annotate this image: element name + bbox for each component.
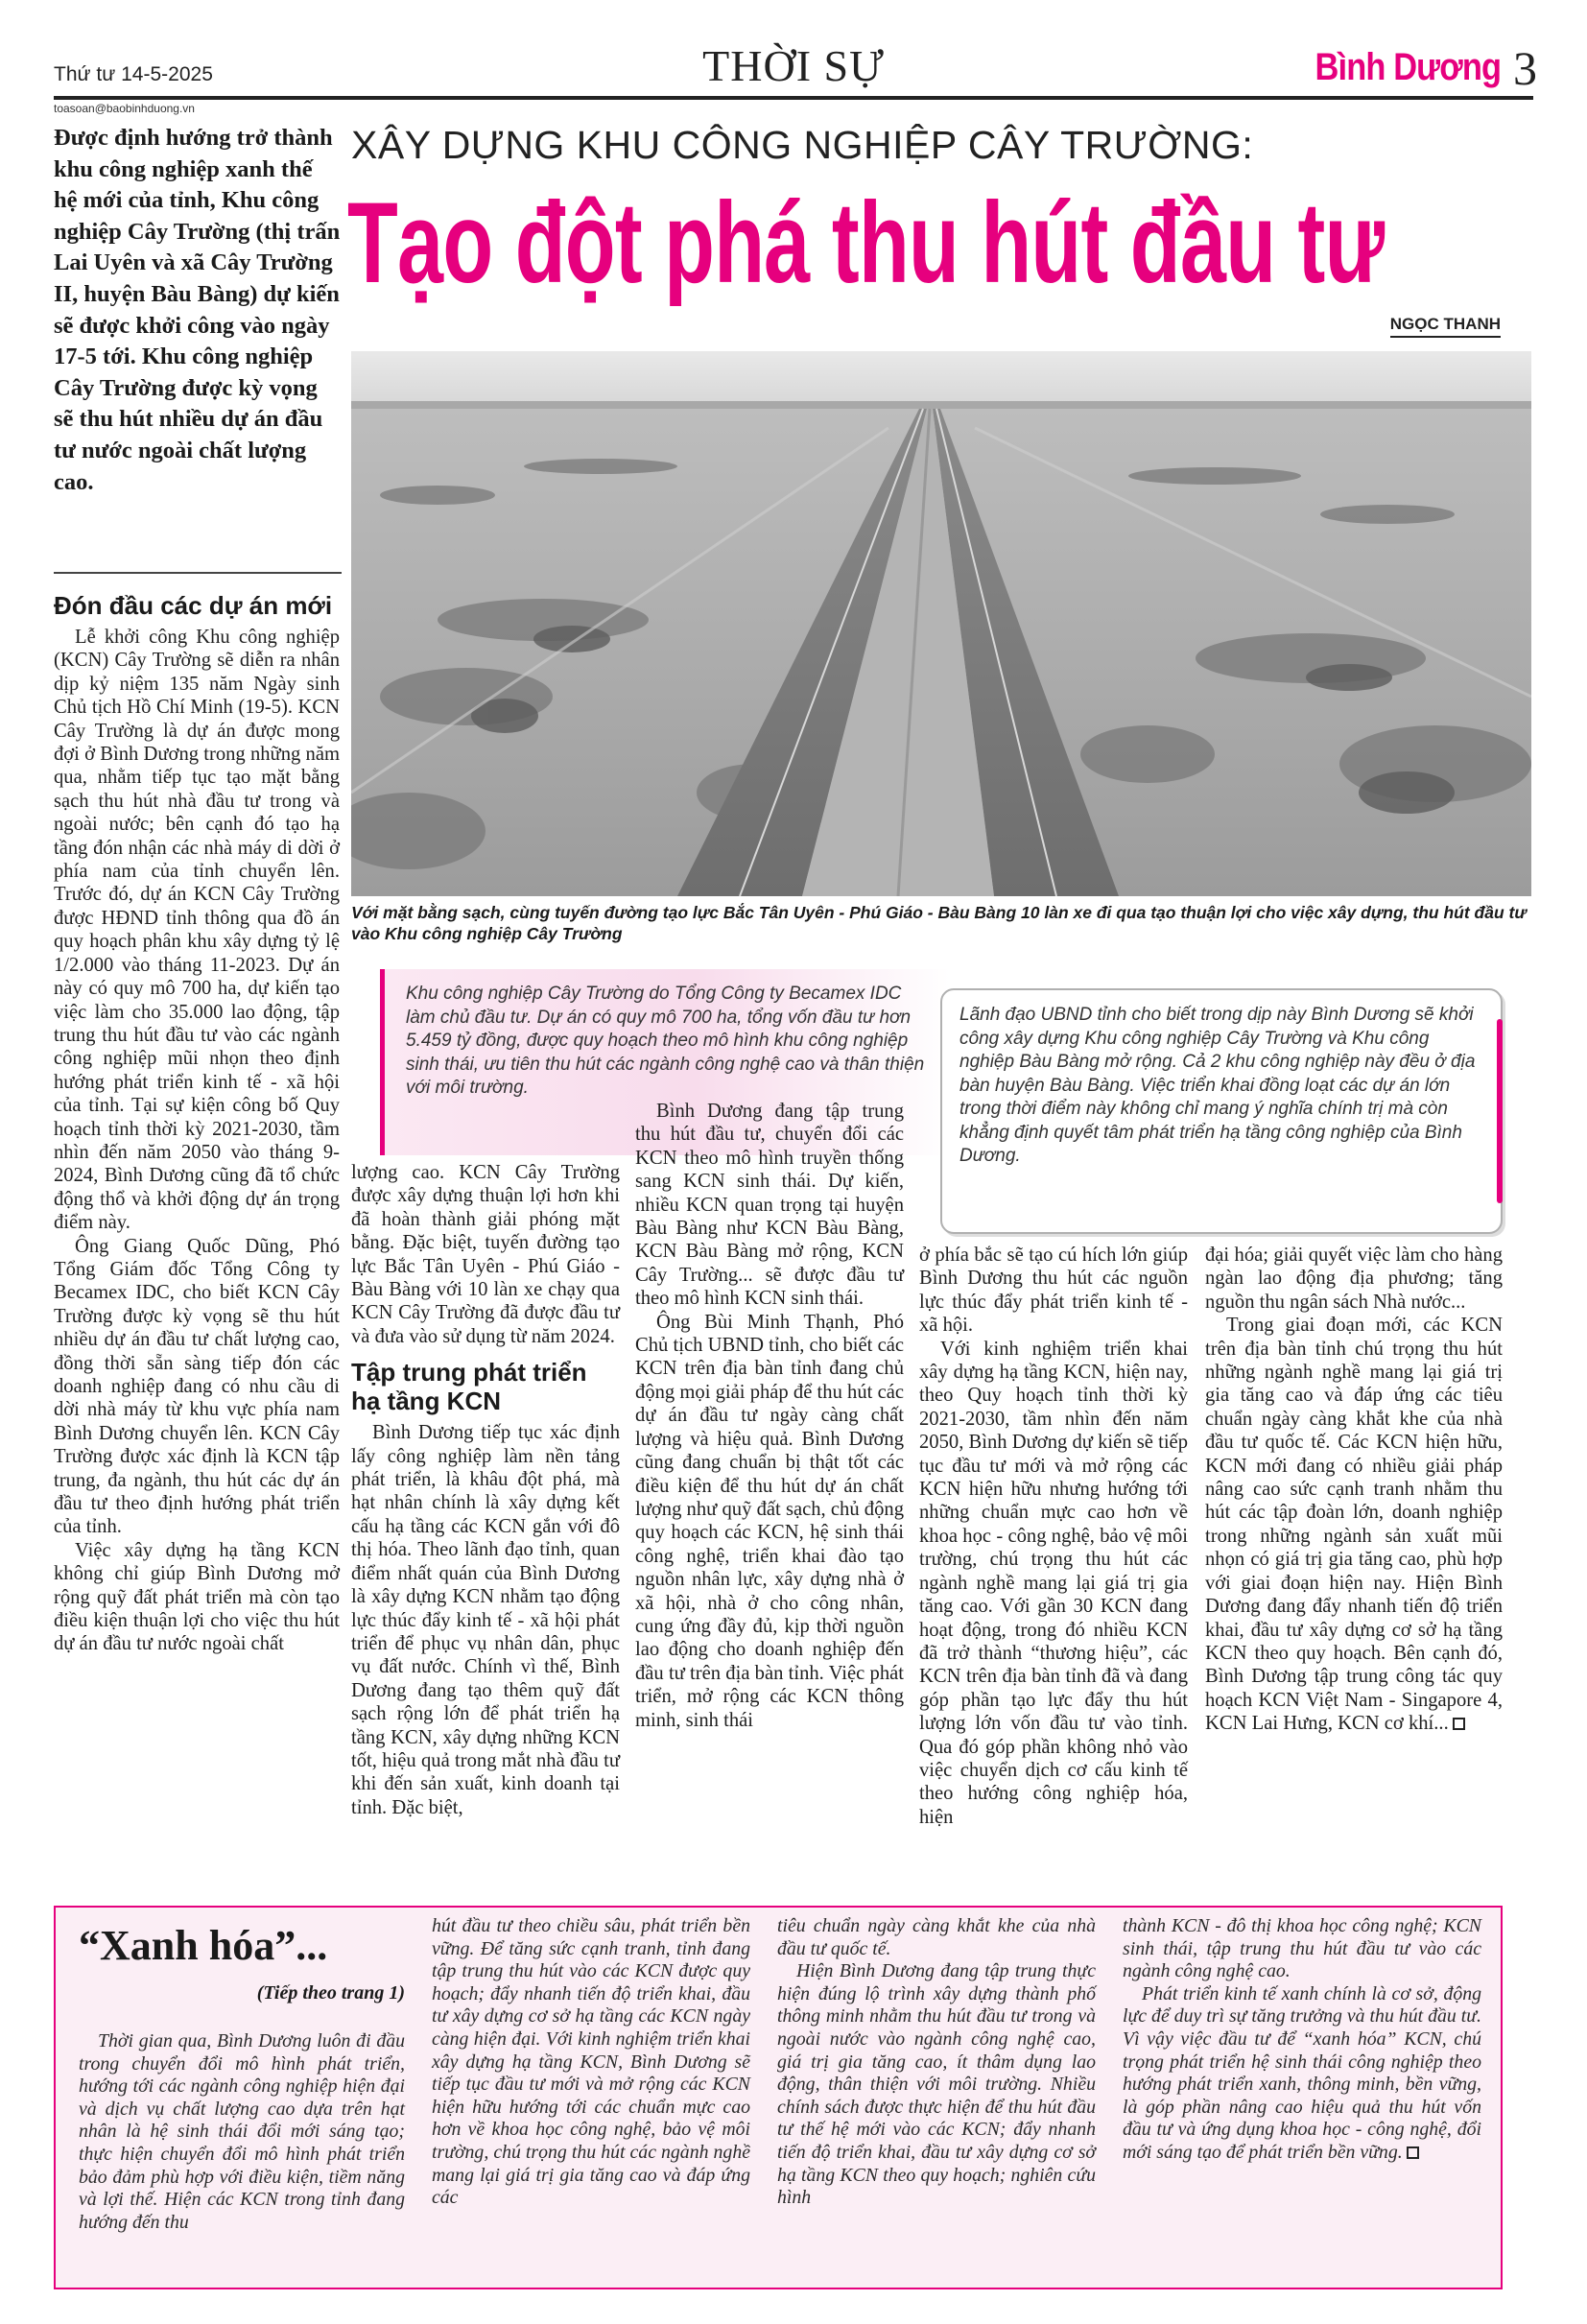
- page-number: 3: [1513, 41, 1537, 95]
- continued-article-box: [54, 1906, 1503, 2289]
- end-of-article-icon: [1407, 2146, 1419, 2159]
- paragraph: Thời gian qua, Bình Dương luôn đi đầu trong chuyển đổi mô hình phát triển, hướng tới các ngành công nghiệp hiện đại và dịch vụ chất lượng cao dựa trên hạt nhân là hệ sinh thái đổi mới sáng tạo; thực hiện chuyển đổi mô hình phát triển bảo đảm phù hợp với điều kiện, tiềm năng và lợi thế. Hiện các KCN trong tỉnh đang hướng đến thu: [79, 2030, 405, 2233]
- photo-caption: Với mặt bằng sạch, cùng tuyến đường tạo lực Bắc Tân Uyên - Phú Giáo - Bàu Bàng 10 làn xe đi qua tạo thuận lợi cho việc xây dựng, thu hút đầu tư vào Khu công nghiệp Cây Trường: [351, 903, 1527, 943]
- paragraph: tiêu chuẩn ngày càng khắt khe của nhà đầu tư quốc tế.: [777, 1915, 1096, 1959]
- paragraph: đại hóa; giải quyết việc làm cho hàng ngàn lao động địa phương; tăng nguồn thu ngân sách Nhà nước...: [1205, 1245, 1503, 1313]
- aerial-road-photo: [351, 351, 1531, 896]
- article-headline: Tạo đột phá thu hút đầu tư: [347, 178, 1385, 307]
- continued-from-note: (Tiếp theo trang 1): [256, 1982, 405, 2004]
- paragraph: [1205, 1314, 1503, 1735]
- paragraph: Việc xây dựng hạ tầng KCN không chỉ giúp Bình Dương mở rộng quỹ đất phát triển mà còn tạo điều kiện thuận lợi cho việc thu hút dự án đầu tư nước ngoài chất: [54, 1539, 340, 1655]
- section-title: THỜI SỰ: [702, 41, 885, 90]
- contact-email: toasoan@baobinhduong.vn: [54, 102, 195, 115]
- continued-column-2: [432, 1915, 750, 2210]
- article-column-1: [54, 591, 340, 1656]
- paragraph: Bình Dương tiếp tục xác định lấy công nghiệp làm nền tảng phát triển, là khâu đột phá, mà hạt nhân chính là xây dựng kết cấu hạ tầng các KCN gắn với đô thị hóa. Theo lãnh đạo tỉnh, quan điểm nhất quán của Bình Dương là xây dựng KCN nhằm tạo động lực thúc đẩy kinh tế - xã hội phát triển để phục vụ nhân dân, phục vụ đất nước. Chính vì thế, Bình Dương đang tạo thêm quỹ đất sạch rộng lớn để phát triển hạ tầng KCN, xây dựng những KCN tốt, hiệu quả trong mắt nhà đầu tư khi đến sản xuất, kinh doanh tại tỉnh. Đặc biệt,: [351, 1422, 620, 1818]
- paragraph-text: Trong giai đoạn mới, các KCN trên địa bàn tỉnh chú trọng thu hút những ngành nghề mang lại giá trị gia tăng cao và đáp ứng các tiêu chuẩn ngày càng khắt khe của nhà đầu tư quốc tế. Các KCN hiện hữu, KCN mới đang có nhiều giải pháp nâng cao sức cạnh tranh nhằm thu hút các tập đoàn lớn, doanh nghiệp trong những ngành sản xuất mũi nhọn có giá trị gia tăng cao, phù hợp với giai đoạn hiện nay. Hiện Bình Dương đang đẩy nhanh tiến độ triển khai, đầu tư xây dựng cơ sở hạ tầng KCN theo quy hoạch. Bên cạnh đó, Bình Dương tập trung công tác quy hoạch KCN Việt Nam - Singapore 4, KCN Lai Hưng, KCN cơ khí...: [1205, 1315, 1503, 1735]
- article-column-4: [919, 1244, 1188, 1829]
- continued-column-1: [79, 2030, 405, 2234]
- newspaper-logo: Bình Dương: [1315, 46, 1501, 88]
- article-sapo: Được định hướng trở thành khu công nghiệp xanh thế hệ mới của tỉnh, Khu công nghiệp Cây Trường (thị trấn Lai Uyên và xã Cây Trường II, huyện Bàu Bàng) dự kiến sẽ được khởi công vào ngày 17-5 tới. Khu công nghiệp Cây Trường được kỳ vọng sẽ thu hút nhiều dự án đầu tư nước ngoài chất lượng cao.: [54, 125, 341, 495]
- article-photo: [351, 351, 1531, 896]
- paragraph: Với kinh nghiệm triển khai xây dựng hạ tầng KCN, hiện nay, theo Quy hoạch tỉnh thời kỳ 2021-2030, tầm nhìn đến năm 2050, Bình Dương dự kiến sẽ tiếp tục đầu tư mới và mở rộng các KCN hiện hữu nhưng hướng tới những chuẩn mực cao hơn về khoa học - công nghệ, bảo vệ môi trường, chú trọng thu hút các ngành nghề mang lại giá trị gia tăng cao. Với gần 30 KCN đang hoạt động, trong đó nhiều KCN đã trở thành “thương hiệu”, các KCN trên địa bàn tỉnh đã và đang góp phần tạo lực đẩy thu hút lượng lớn vốn đầu tư vào tỉnh. Qua đó góp phần không nhỏ vào việc chuyển dịch cơ cấu kinh tế theo hướng công nghiệp hóa, hiện: [919, 1338, 1188, 1828]
- paragraph: Bình Dương đang tập trung thu hút đầu tư, chuyển đổi các KCN theo mô hình truyền thống sang KCN sinh thái. Dự kiến, nhiều KCN quan trọng tại huyện Bàu Bàng như KCN Bàu Bàng, KCN Bàu Bàng mở rộng, KCN Cây Trường... sẽ được đầu tư theo mô hình KCN sinh thái.: [635, 1101, 904, 1310]
- sapo-divider: [54, 572, 342, 574]
- paragraph: hút đầu tư theo chiều sâu, phát triển bền vững. Để tăng sức cạnh tranh, tỉnh đang tập trung thu hút vào các KCN được quy hoạch; đẩy nhanh tiến độ triển khai, đầu tư xây dựng cơ sở hạ tầng các KCN ngày càng hiện đại. Với kinh nghiệm triển khai xây dựng hạ tầng KCN, Bình Dương sẽ tiếp tục đầu tư mới và mở rộng các KCN hiện hữu hướng tới các chuẩn mực cao hơn về khoa học công nghệ, bảo vệ môi trường, chú trọng thu hút các ngành nghề mang lại giá trị gia tăng cao và đáp ứng các: [432, 1915, 750, 2209]
- paragraph-text: Phát triển kinh tế xanh chính là cơ sở, động lực để duy trì sự tăng trưởng và thu hút đầu tư. Vì vậy việc đầu tư để “xanh hóa” KCN, chú trọng phát triển hệ sinh thái công nghiệp theo hướng phát triển xanh, thông minh, bền vững, là góp phần nâng cao hiệu quả thu hút vốn đầu tư và ứng dụng khoa học - công nghệ, đổi mới sáng tạo để phát triển bền vững.: [1123, 1982, 1481, 2163]
- paragraph: [1123, 1983, 1481, 2165]
- highlight-box-leadership: Lãnh đạo UBND tỉnh cho biết trong dịp này Bình Dương sẽ khởi công xây dựng Khu công nghiệp Cây Trường và Khu công nghiệp Bàu Bàng mở rộng. Cả 2 khu công nghiệp này đều ở địa bàn huyện Bàu Bàng. Việc triển khai đồng loạt các dự án lớn trong thời điểm này không chỉ mang ý nghĩa chính trị mà còn khẳng định quyết tâm phát triển hạ tầng công nghiệp của Bình Dương.: [940, 988, 1503, 1234]
- highlight-box-project-info: Khu công nghiệp Cây Trường do Tổng Công ty Becamex IDC làm chủ đầu tư. Dự án có quy mô 700 ha, tổng vốn đầu tư hơn 5.459 tỷ đồng, được quy hoạch theo mô hình khu công nghiệp sinh thái, ưu tiên thu hút các ngành công nghệ cao và thân thiện với môi trường.: [380, 969, 950, 1155]
- paragraph: thành KCN - đô thị khoa học công nghệ; KCN sinh thái, tập trung thu hút đầu tư vào các ngành công nghệ cao.: [1123, 1915, 1481, 1982]
- article-column-5: [1205, 1244, 1503, 1736]
- paragraph: Lễ khởi công Khu công nghiệp (KCN) Cây Trường sẽ diễn ra nhân dịp kỷ niệm 135 năm Ngày sinh Chủ tịch Hồ Chí Minh (19-5). KCN Cây Trường là dự án được mong đợi ở Bình Dương trong những năm qua, nhằm tiếp tục tạo mặt bằng sạch thu hút nhà đầu tư trong và ngoài nước; bên cạnh đó tạo hạ tầng đón nhận các nhà máy di dời ở phía nam của tỉnh chuyển lên. Trước đó, dự án KCN Cây Trường được HĐND tỉnh thông qua đồ án quy hoạch phân khu xây dựng tỷ lệ 1/2.000 vào tháng 11-2023. Dự án này có quy mô 700 ha, dự kiến tạo việc làm cho 35.000 lao động, tập trung thu hút đầu tư vào các ngành công nghiệp mũi nhọn theo định hướng phát triển kinh tế - xã hội của tỉnh. Tại sự kiện công bố Quy hoạch tỉnh thời kỳ 2021-2030, tầm nhìn đến năm 2050 vào tháng 9-2024, Bình Dương cũng đã tổ chức động thổ và khởi động dự án trọng điểm này.: [54, 627, 340, 1234]
- article-column-3: [635, 1100, 904, 1732]
- article-byline: NGỌC THANH: [1390, 315, 1501, 338]
- subheading-infrastructure: Tập trung phát triển hạ tầng KCN: [351, 1358, 587, 1416]
- subheading-new-projects: Đón đầu các dự án mới: [54, 591, 333, 620]
- continued-column-4: [1123, 1915, 1481, 2165]
- continued-title: “Xanh hóa”...: [79, 1922, 328, 1969]
- continued-column-3: [777, 1915, 1096, 2210]
- article-column-2: [351, 1161, 620, 1819]
- paragraph: Ông Giang Quốc Dũng, Phó Tổng Giám đốc Tổng Công ty Becamex IDC, cho biết KCN Cây Trường được kỳ vọng sẽ thu hút nhiều dự án đầu tư chất lượng cao, đồng thời sẵn sàng tiếp đón các doanh nghiệp đang có nhu cầu di dời nhà máy từ khu vực phía nam Bình Dương chuyển lên. KCN Cây Trường được xác định là KCN tập trung, đa ngành, thu hút các dự án đầu tư theo định hướng phát triển của tỉnh.: [54, 1235, 340, 1538]
- masthead-rule: [54, 96, 1533, 100]
- end-of-article-icon: [1453, 1718, 1465, 1730]
- paragraph: lượng cao. KCN Cây Trường được xây dựng thuận lợi hơn khi đã hoàn thành giải phóng mặt bằng. Đặc biệt, tuyến đường tạo lực Bắc Tân Uyên - Phú Giáo - Bàu Bàng với 10 làn xe chạy qua KCN Cây Trường đã được đầu tư và đưa vào sử dụng từ năm 2024.: [351, 1162, 620, 1347]
- paragraph: Hiện Bình Dương đang tập trung thực hiện đúng lộ trình xây dựng thành phố thông minh nhằm thu hút đầu tư trong và ngoài nước vào ngành công nghệ cao, giá trị gia tăng cao, ít thâm dụng lao động, thân thiện với môi trường. Nhiều chính sách được thực hiện để thu hút đầu tư thế hệ mới vào các KCN; đẩy nhanh tiến độ triển khai, đầu tư xây dựng cơ sở hạ tầng KCN theo quy hoạch; nghiên cứu hình: [777, 1960, 1096, 2209]
- paragraph: Ông Bùi Minh Thạnh, Phó Chủ tịch UBND tỉnh, cho biết các KCN trên địa bàn tỉnh đang chủ động mọi giải pháp để thu hút các dự án đầu tư ngày càng chất lượng và hiệu quả. Bình Dương cũng đang chuẩn bị thật tốt các điều kiện để thu hút dự án chất lượng như quỹ đất sạch, chủ động quy hoạch các KCN, hệ sinh thái công nghệ, triển khai đào tạo nguồn nhân lực, xây dựng nhà ở xã hội, nhà ở cho công nhân, cung ứng đầy đủ, kịp thời nguồn lao động cho doanh nghiệp đến đầu tư trên địa bàn tỉnh. Việc phát triển, mở rộng các KCN thông minh, sinh thái: [635, 1311, 904, 1731]
- issue-date: Thứ tư 14-5-2025: [54, 63, 213, 85]
- paragraph: ở phía bắc sẽ tạo cú hích lớn giúp Bình Dương thu hút các nguồn lực thúc đẩy phát triển kinh tế - xã hội.: [919, 1245, 1188, 1337]
- article-kicker: XÂY DỰNG KHU CÔNG NGHIỆP CÂY TRƯỜNG:: [351, 123, 1254, 167]
